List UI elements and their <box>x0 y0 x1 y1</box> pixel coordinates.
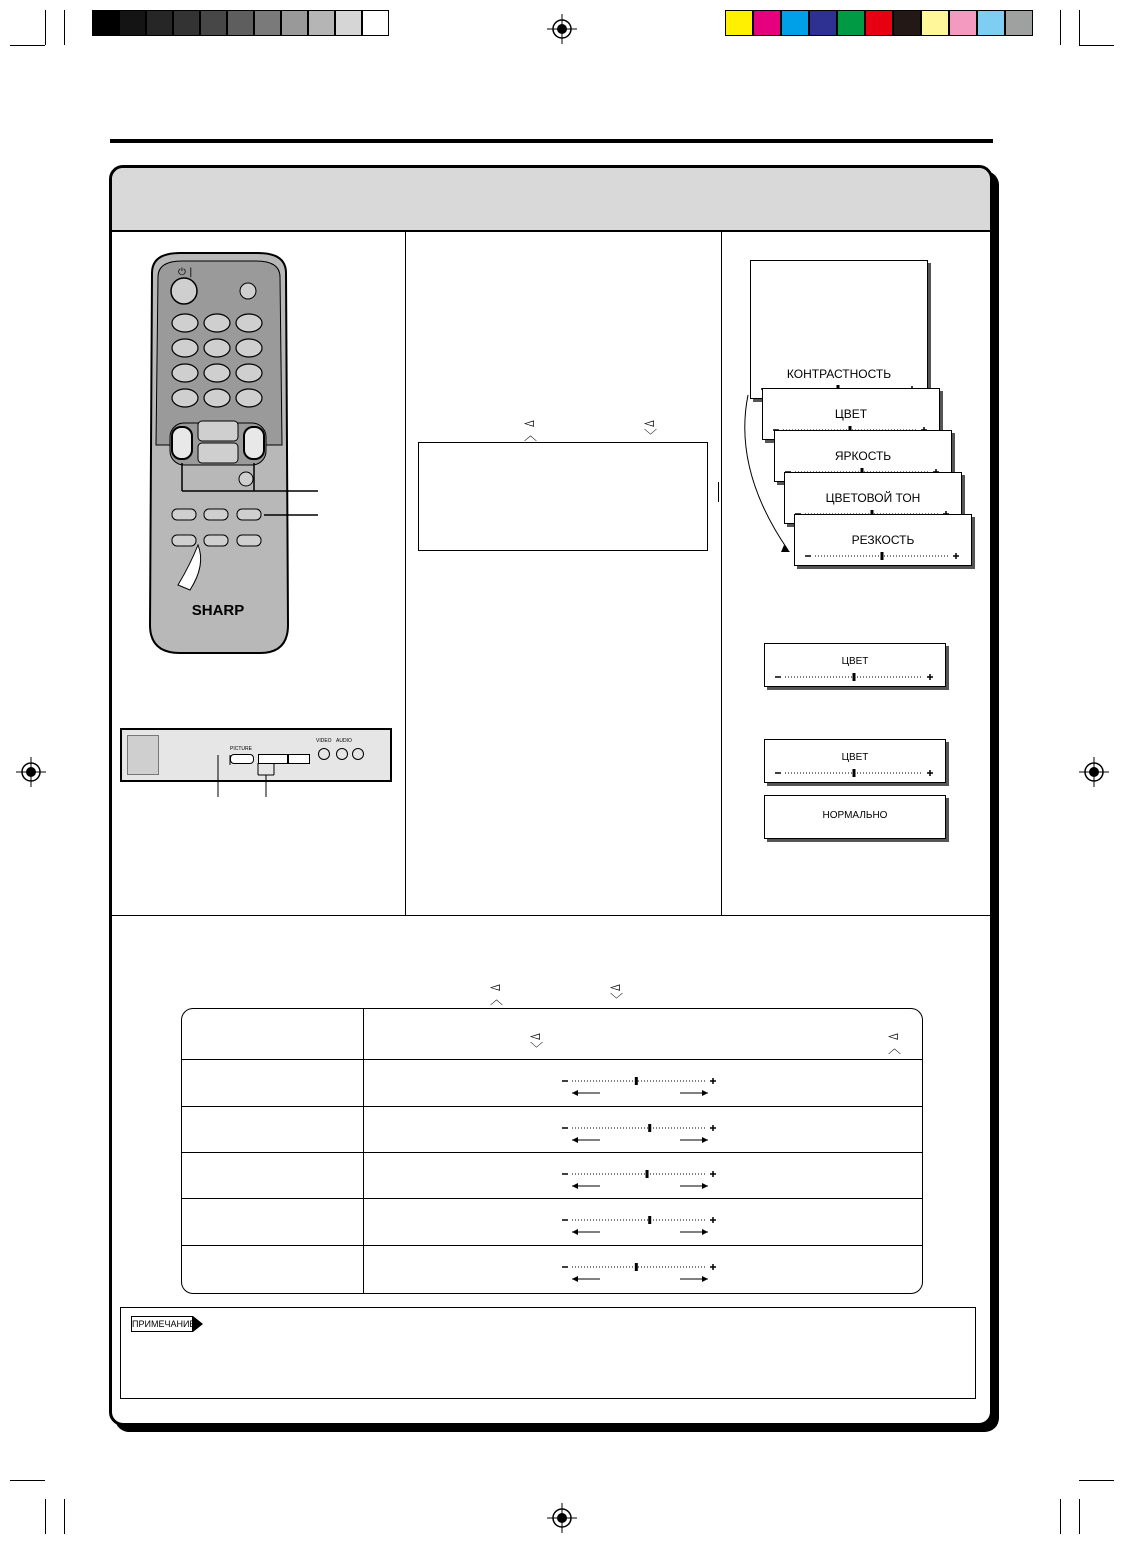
volume-down-icon: ◅ ﹀ <box>610 979 624 1007</box>
crop-mark <box>10 45 45 46</box>
volume-up-icon: ◅ ︿ <box>524 415 538 443</box>
table-scale <box>562 1120 716 1130</box>
gray-swatch <box>119 10 146 36</box>
registration-mark-icon <box>547 14 577 44</box>
adjustment-table <box>181 1008 923 1294</box>
note-tag-arrow-icon <box>193 1316 203 1332</box>
table-row-divider <box>182 1198 922 1199</box>
osd-example-normal-label: НОРМАЛЬНО <box>822 810 888 821</box>
direction-arrows <box>570 1224 710 1234</box>
osd-screen-sharpness <box>794 514 972 566</box>
video-jack-label: VIDEO <box>316 738 332 744</box>
table-scale <box>562 1212 716 1222</box>
osd-screen-contrast <box>750 260 928 399</box>
scale-marker <box>881 552 884 560</box>
remote-control <box>140 245 360 665</box>
gray-swatch <box>308 10 335 36</box>
table-scale <box>562 1073 716 1083</box>
osd-example-color-1 <box>764 643 946 687</box>
registration-mark-icon <box>547 1503 577 1533</box>
scale-marker <box>635 1077 638 1085</box>
table-row-divider <box>182 1106 922 1107</box>
audio-jack-label: AUDIO <box>336 738 352 744</box>
color-swatch <box>893 10 921 36</box>
osd-scale <box>805 548 959 558</box>
section-divider <box>112 915 990 916</box>
crop-mark <box>1060 1499 1061 1534</box>
table-row-divider <box>182 1152 922 1153</box>
registration-mark-icon <box>1079 757 1109 787</box>
scale-marker <box>853 769 856 777</box>
direction-arrows <box>570 1085 710 1095</box>
osd-scale <box>775 669 933 679</box>
table-scale <box>562 1166 716 1176</box>
volume-down-icon: ◅ ﹀ <box>530 1028 544 1056</box>
crop-mark <box>1060 10 1061 45</box>
power-button[interactable] <box>171 278 197 304</box>
gray-swatch <box>146 10 173 36</box>
color-swatch <box>1005 10 1033 36</box>
note-tag: ПРИМЕЧАНИЕ <box>131 1316 193 1332</box>
table-row-divider <box>182 1059 922 1060</box>
speaker-grill <box>127 735 159 775</box>
color-swatch <box>865 10 893 36</box>
gray-swatch <box>335 10 362 36</box>
color-swatch <box>977 10 1005 36</box>
gray-swatch <box>362 10 389 36</box>
direction-arrows <box>570 1132 710 1142</box>
section-header-band <box>112 168 990 232</box>
gray-swatch <box>281 10 308 36</box>
color-swatch <box>837 10 865 36</box>
crop-mark <box>1079 45 1114 46</box>
crop-mark <box>45 10 46 45</box>
scale-marker <box>648 1216 651 1224</box>
scale-marker <box>648 1124 651 1132</box>
osd-label-color: ЦВЕТ <box>834 407 868 421</box>
color-swatch <box>753 10 781 36</box>
scale-marker <box>635 1263 638 1271</box>
color-swatch <box>725 10 753 36</box>
front-panel-callouts <box>200 755 290 805</box>
table-scale <box>562 1259 716 1269</box>
osd-scale <box>775 765 933 775</box>
scale-marker <box>646 1170 649 1178</box>
crop-mark <box>1079 1480 1114 1481</box>
osd-label-brightness: ЯРКОСТЬ <box>834 449 892 463</box>
osd-example-color-2 <box>764 739 946 783</box>
color-swatch <box>781 10 809 36</box>
volume-down-icon: ◅ ﹀ <box>644 415 658 443</box>
gray-swatch <box>227 10 254 36</box>
direction-arrows <box>570 1271 710 1281</box>
crop-mark <box>45 1499 46 1534</box>
table-row-divider <box>182 1245 922 1246</box>
crop-mark <box>10 1480 45 1481</box>
picture-button-label: PICTURE <box>230 746 252 752</box>
av-jack <box>336 748 348 760</box>
color-swatch <box>809 10 837 36</box>
direction-arrows <box>570 1178 710 1188</box>
column-divider <box>405 231 406 915</box>
gray-swatch <box>200 10 227 36</box>
osd-label-sharpness: РЕЗКОСТЬ <box>851 533 915 547</box>
av-jack <box>352 748 364 760</box>
crop-mark <box>1079 1499 1080 1534</box>
table-column-divider <box>363 1009 364 1293</box>
header-rule <box>110 139 993 143</box>
crop-mark <box>64 1499 65 1534</box>
instruction-box <box>418 442 708 551</box>
svg-text:⏻ |: ⏻ | <box>178 267 193 278</box>
crop-mark <box>64 10 65 45</box>
osd-label-tint: ЦВЕТОВОЙ ТОН <box>825 491 921 505</box>
column-divider <box>721 231 722 915</box>
brand-logo: SHARP <box>191 602 245 619</box>
gray-swatch <box>92 10 119 36</box>
osd-cycle-arrow <box>738 390 798 555</box>
av-jack <box>318 748 330 760</box>
box-connector <box>718 482 719 502</box>
osd-example-normal <box>764 795 946 839</box>
scale-marker <box>853 673 856 681</box>
volume-up-icon: ◅ ︿ <box>888 1028 902 1056</box>
gray-swatch <box>254 10 281 36</box>
registration-mark-icon <box>16 757 46 787</box>
osd-example-label: ЦВЕТ <box>841 752 869 763</box>
color-swatch <box>949 10 977 36</box>
volume-up-icon: ◅ ︿ <box>490 979 504 1007</box>
osd-example-label: ЦВЕТ <box>841 656 869 667</box>
note-box <box>120 1307 976 1399</box>
crop-mark <box>1079 10 1080 45</box>
color-swatch <box>921 10 949 36</box>
channel-buttons[interactable] <box>288 754 310 764</box>
osd-label-contrast: КОНТРАСТНОСТЬ <box>786 367 892 381</box>
gray-swatch <box>173 10 200 36</box>
